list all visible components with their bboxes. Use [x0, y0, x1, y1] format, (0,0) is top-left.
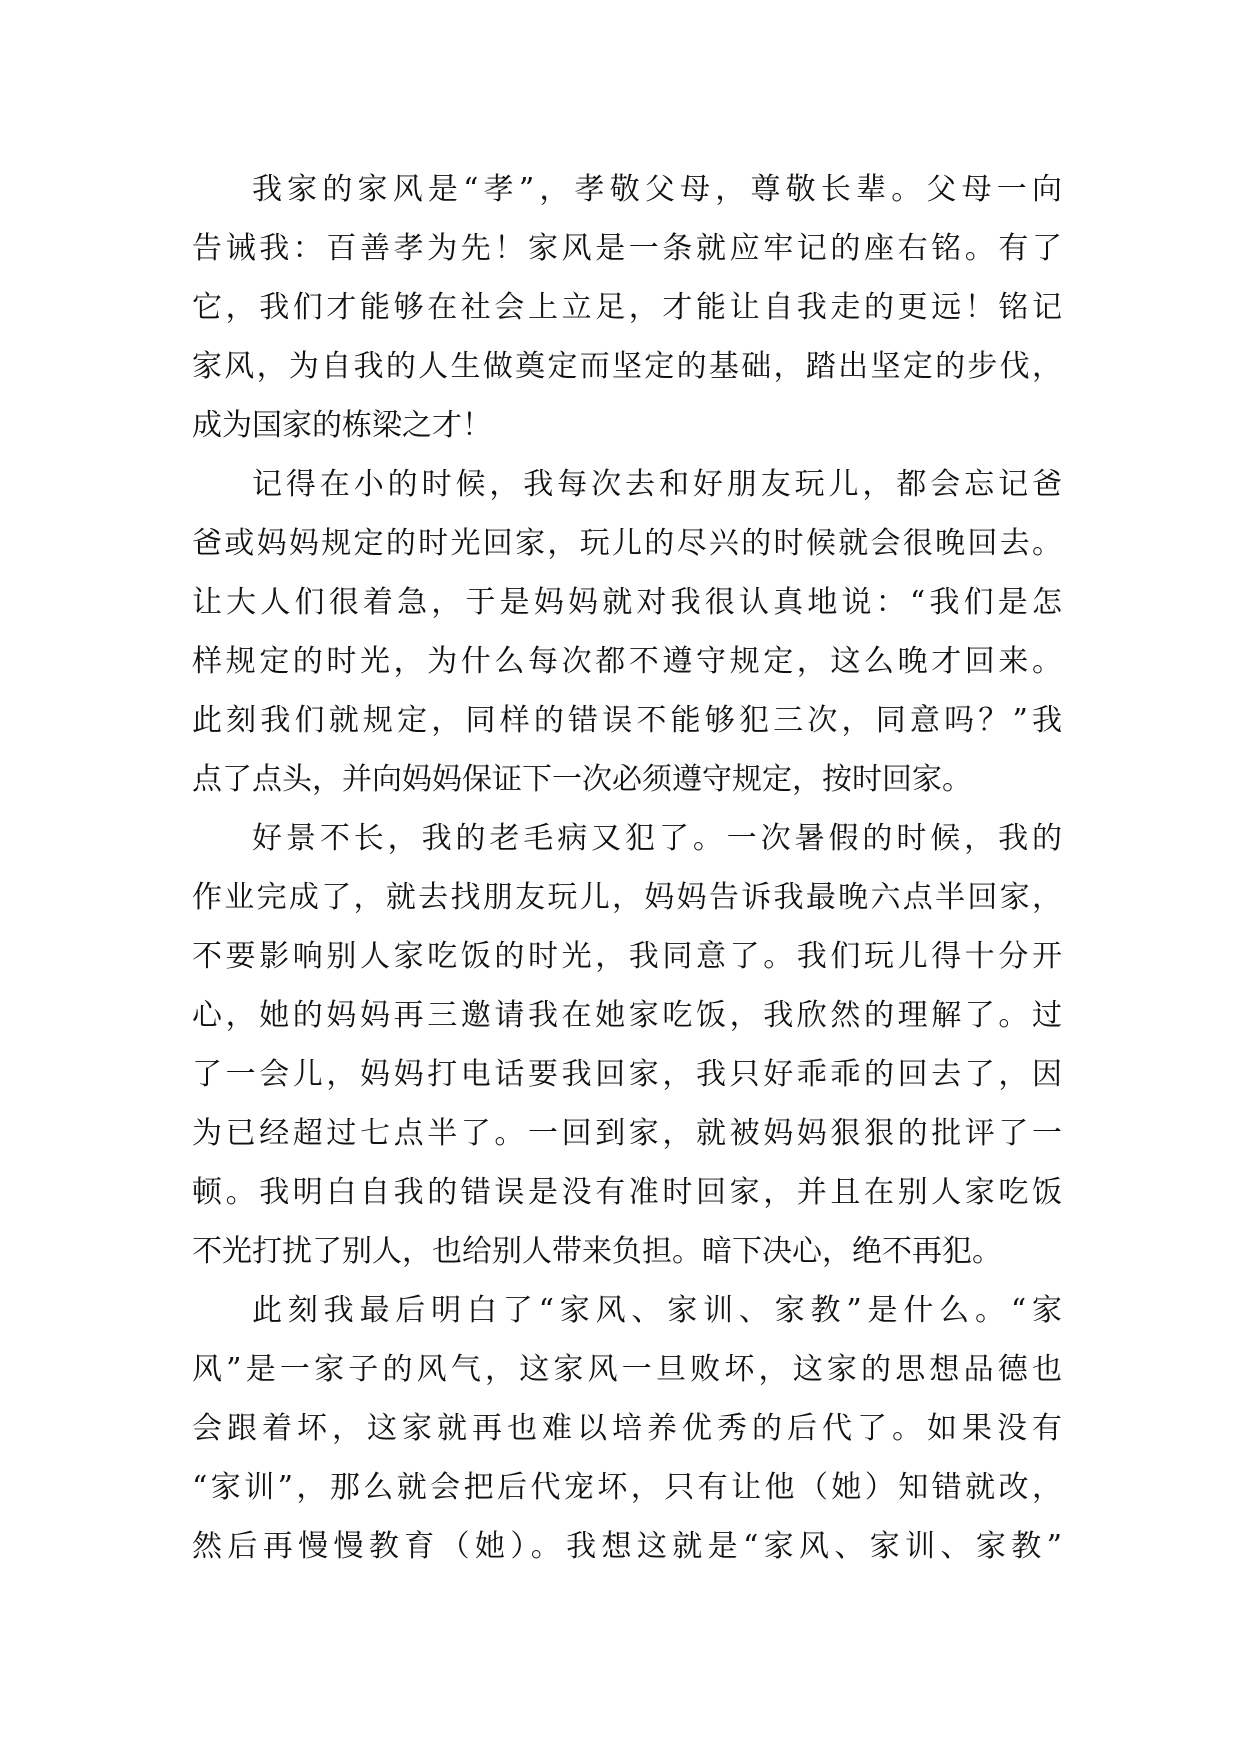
- text-line: 让大人们很着急，于是妈妈就对我很认真地说：“我们是怎: [192, 585, 1062, 620]
- text-line: 告诫我：百善孝为先！家风是一条就应牢记的座右铭。有了: [192, 231, 1062, 266]
- text-line: 不要影响别人家吃饭的时光，我同意了。我们玩儿得十分开: [192, 939, 1062, 974]
- paragraph-1: [192, 160, 1062, 455]
- text-line: 此刻我最后明白了“家风、家训、家教”是什么。“家: [252, 1293, 1062, 1328]
- text-line: 不光打扰了别人，也给别人带来负担。暗下决心，绝不再犯。: [192, 1234, 1002, 1269]
- paragraph-4: [192, 1281, 1062, 1576]
- text-line: 记得在小的时候，我每次去和好朋友玩儿，都会忘记爸: [252, 467, 1062, 502]
- text-line: 会跟着坏，这家就再也难以培养优秀的后代了。如果没有: [192, 1411, 1062, 1446]
- text-line: 样规定的时光，为什么每次都不遵守规定，这么晚才回来。: [192, 644, 1062, 679]
- text-line: 好景不长，我的老毛病又犯了。一次暑假的时候，我的: [252, 821, 1062, 856]
- text-line: 成为国家的栋梁之才！: [192, 408, 492, 443]
- text-line: 了一会儿，妈妈打电话要我回家，我只好乖乖的回去了，因: [192, 1057, 1062, 1092]
- text-line: 风”是一家子的风气，这家风一旦败坏，这家的思想品德也: [192, 1352, 1062, 1387]
- paragraph-3: [192, 809, 1062, 1281]
- text-line: 它，我们才能够在社会上立足，才能让自我走的更远！铭记: [192, 290, 1062, 325]
- text-line: 点了点头，并向妈妈保证下一次必须遵守规定，按时回家。: [192, 762, 972, 797]
- text-line: 心，她的妈妈再三邀请我在她家吃饭，我欣然的理解了。过: [192, 998, 1062, 1033]
- text-line: 作业完成了，就去找朋友玩儿，妈妈告诉我最晚六点半回家，: [192, 880, 1062, 915]
- body-text: [192, 160, 1062, 1576]
- text-line: 为已经超过七点半了。一回到家，就被妈妈狠狠的批评了一: [192, 1116, 1062, 1151]
- text-line: 然后再慢慢教育（她）。我想这就是“家风、家训、家教”: [192, 1529, 1062, 1564]
- text-line: 家风，为自我的人生做奠定而坚定的基础，踏出坚定的步伐，: [192, 349, 1062, 384]
- text-line: 爸或妈妈规定的时光回家，玩儿的尽兴的时候就会很晚回去。: [192, 526, 1062, 561]
- text-line: 顿。我明白自我的错误是没有准时回家，并且在别人家吃饭: [192, 1175, 1062, 1210]
- paragraph-2: [192, 455, 1062, 809]
- text-line: 我家的家风是“孝”，孝敬父母，尊敬长辈。父母一向: [252, 172, 1062, 207]
- text-line: “家训”，那么就会把后代宠坏，只有让他（她）知错就改，: [192, 1470, 1062, 1505]
- text-line: 此刻我们就规定，同样的错误不能够犯三次，同意吗？”我: [192, 703, 1062, 738]
